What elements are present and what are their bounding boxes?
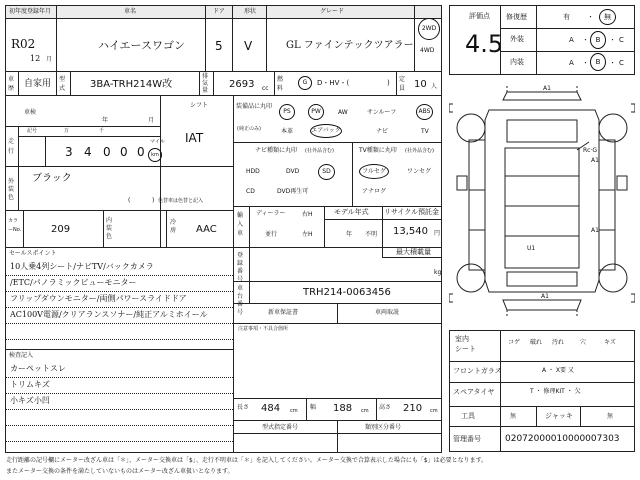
equip-sunroof: サンルーフ <box>367 109 397 116</box>
color-value: ブラック <box>32 173 72 184</box>
repair-opt-yes: 有 <box>563 13 570 21</box>
selling-point-line-1: 10人乗4列シート/ナビTV/バックカメラ <box>10 262 154 271</box>
ac-value: AAC <box>196 224 217 235</box>
navi-dvd: DVD <box>286 168 300 175</box>
diagram-mark-rear: U1 <box>527 245 536 252</box>
model-year-unknown: 不明 <box>365 231 378 238</box>
drive-2wd-circled: 2WD <box>418 18 440 40</box>
navi-type-note: (社外品含む) <box>305 148 334 154</box>
ac-label: 冷房 <box>170 219 177 234</box>
length-label: 長さ <box>237 404 250 411</box>
equip-abs-circled: ABS <box>416 104 433 120</box>
footer-note-2: またメーター交換の条件を満たしていないものはメーター改ざん車扱いとなります。 <box>6 468 234 475</box>
cc-unit: cc <box>262 85 269 92</box>
mileage-sen-label: 千 <box>99 128 105 134</box>
color-paren-open: ( <box>128 197 131 204</box>
width-value: 188 <box>333 403 353 414</box>
length-value: 484 <box>261 403 281 414</box>
ext-grade-sep2: ・ <box>609 36 616 44</box>
spare-tire-value: T ・ 修理KIT ・ 欠 <box>530 388 581 395</box>
door-label: ドア <box>213 8 225 15</box>
selling-point-line-4: AC100V電源/クリアランスソナー/純正アルミホイール <box>10 310 208 319</box>
car-name: ハイエースワゴン <box>98 39 186 52</box>
equipment-label: 装備品に丸印 <box>236 103 273 110</box>
diagram-mark-panel: Rc·G <box>583 147 598 154</box>
seat-label-1: 室内 <box>455 335 469 343</box>
manage-no-label: 管理番号 <box>453 435 481 443</box>
drive-4wd: 4WD <box>420 47 435 54</box>
selling-point-line-2: /ETC/パノラミックビューモニター <box>10 278 137 287</box>
body-outline <box>485 110 599 292</box>
front-roof-outline <box>503 92 581 100</box>
equip-pw-circled: PW <box>308 104 324 120</box>
repair-opt-sep: ・ <box>587 13 594 21</box>
inspector-line-1: カーペットスレ <box>10 364 66 373</box>
recycle-label: リサイクル預託金 <box>384 208 440 216</box>
equip-ps-circled: PS <box>279 104 295 120</box>
diagram-mark-side-right-2: A1 <box>591 227 599 234</box>
repair-none-circled: 無 <box>599 9 616 25</box>
interior-color-label: 内装色 <box>106 217 113 240</box>
int-grade-sep1: ・ <box>582 59 589 67</box>
recycle-yen: 円 <box>434 230 441 237</box>
displacement-label: 排気量 <box>202 73 209 94</box>
seat-item-stain: 汚れ <box>552 339 565 346</box>
import-dealer: ディーラー <box>256 210 286 217</box>
doors: 5 <box>215 39 223 53</box>
shape-label: 形状 <box>244 8 257 15</box>
capacity-unit: 人 <box>431 83 438 90</box>
import-label: 輸入車 <box>237 212 244 237</box>
int-grade-c: C <box>619 59 624 67</box>
width-unit: cm <box>361 408 369 414</box>
windshield-value: A ・ X要 又 <box>542 367 574 374</box>
windshield-label: フロントガラス <box>453 367 502 375</box>
first-reg-month: 12 <box>30 54 41 63</box>
mileage-digit-4: 0 <box>120 145 128 159</box>
height-label: 高さ <box>379 404 392 411</box>
mileage-digit-1: 3 <box>65 145 73 159</box>
inspection-month-unit: 月 <box>148 117 155 124</box>
tv-type-note: (社外品含む) <box>405 148 434 154</box>
max-load-label: 最大積載量 <box>396 248 431 256</box>
grade: GL ファインテックツアラー <box>286 40 414 51</box>
color-label: 外装色 <box>8 178 15 201</box>
width-label: 幅 <box>310 404 317 411</box>
ext-grade-sep1: ・ <box>582 36 589 44</box>
car-name-label: 車名 <box>124 8 137 15</box>
exterior-label: 外装 <box>510 35 524 43</box>
capacity-label: 定員 <box>399 76 406 92</box>
footer-note-1: 走行距離の記号欄にメーター改ざん車は「＊」、メーター交換車は「$」、走行不明車は「＊」を記入してください。メーター交換で合算表示した場合にも「$」は必要となります。 <box>6 457 488 464</box>
color-note: 色替車は色替と記入 <box>158 198 204 204</box>
chassis-label: 車台番号 <box>237 285 244 316</box>
tools-value: 無 <box>510 413 517 420</box>
seat-item-burn: コゲ <box>508 339 521 346</box>
ext-grade-a: A <box>569 36 574 44</box>
model-label: 型式 <box>59 76 66 92</box>
left-side-outline <box>469 140 485 270</box>
navi-hdd: HDD <box>246 168 260 175</box>
wheel-front-left <box>457 114 485 142</box>
type-designation-label: 型式指定番号 <box>262 424 299 431</box>
import-left: 左H <box>302 231 313 238</box>
color-no-value: 209 <box>51 224 71 235</box>
shift: IAT <box>185 131 204 145</box>
equip-aw: AW <box>338 109 348 116</box>
seat-item-scratch: キズ <box>604 339 616 346</box>
equipment-sub-label: (純正のみ) <box>237 126 261 132</box>
rear-gate-outline <box>507 272 577 286</box>
registration-label: 登録番号 <box>237 252 244 283</box>
tools-label: 工具 <box>461 412 475 420</box>
mileage-man-label: 万 <box>64 128 70 134</box>
repair-label: 修復歴 <box>506 13 527 21</box>
diagram-mark-side-right: A1 <box>591 157 599 164</box>
jack-label: ジャッキ <box>545 412 573 420</box>
height-value: 210 <box>403 403 423 414</box>
model-year-label: モデル年式 <box>334 208 369 216</box>
first-reg-era: R02 <box>11 37 36 51</box>
wheel-rear-left <box>457 264 485 292</box>
rear-bumper-outline <box>503 300 581 310</box>
diagram-mark-front: A1 <box>543 85 551 92</box>
tv-oneseg: ワンセグ <box>407 168 432 175</box>
fuel-options: D・HV・( <box>317 79 350 87</box>
model-year-unit: 年 <box>346 231 353 238</box>
mileage-digit-2: 4 <box>84 145 92 159</box>
fuel-gasoline-circled: G <box>298 76 312 90</box>
int-grade-a: A <box>569 59 574 67</box>
category: 自家用 <box>24 79 52 89</box>
score-value: 4.5 <box>465 30 504 58</box>
mileage-memo-label: 記号 <box>27 128 38 134</box>
int-grade-sep2: ・ <box>609 59 616 67</box>
ext-grade-c: C <box>619 36 624 44</box>
navi-type-label: ナビ種類に丸印 <box>255 147 298 154</box>
roof-outline <box>505 148 579 268</box>
equip-airbag-circled: エアバック <box>310 124 342 138</box>
inspector-label: 検査記入 <box>9 352 34 359</box>
inspector-line-3: 小キズ小凹 <box>10 396 50 405</box>
spare-tire-label: スペアタイヤ <box>453 388 495 396</box>
selling-points-label: セールスポイント <box>9 250 57 257</box>
fuel-close: ) <box>387 79 390 87</box>
month-unit: 月 <box>46 56 53 63</box>
mileage-unit-mile: マイル <box>150 139 165 145</box>
warranty-doc: 新車保証書 <box>268 309 299 316</box>
mileage-digit-3: 0 <box>103 145 111 159</box>
navi-cd: CD <box>246 188 255 195</box>
fuel-label: 燃料 <box>277 76 284 92</box>
length-unit: cm <box>290 408 298 414</box>
color-paren-close: ) <box>152 197 155 204</box>
interior-grade-label: 内装 <box>510 58 524 66</box>
mileage-label: 走行 <box>8 138 15 155</box>
inspection-label: 車検 <box>24 109 37 116</box>
right-side-outline <box>599 140 615 270</box>
seat-item-hole: 穴 <box>580 339 587 346</box>
category-label: 車歴 <box>8 76 15 92</box>
equip-leather: 本革 <box>281 128 294 135</box>
ext-grade-b-circled: B <box>590 31 606 49</box>
displacement: 2693 <box>229 79 255 90</box>
hood-outline <box>507 120 577 142</box>
score-label: 評価点 <box>469 12 490 20</box>
tv-fullseg-circled: フルセグ <box>359 164 389 179</box>
jack-value: 無 <box>607 413 614 420</box>
class-number-label: 類別区分番号 <box>365 424 402 431</box>
int-grade-b-circled: B <box>590 53 606 71</box>
max-load-kg: kg <box>434 269 442 276</box>
shift-label: シフト <box>190 102 209 109</box>
grade-label: グレード <box>320 8 345 15</box>
seat-item-tear: 破れ <box>530 339 543 346</box>
tv-type-label: TV種類に丸印 <box>359 147 397 154</box>
wheel-rear-right <box>599 264 627 292</box>
vehicle-damage-diagram <box>449 80 635 325</box>
inspection-year-unit: 年 <box>102 117 109 124</box>
notes-label: 注意事項・不具合箇所 <box>238 326 289 332</box>
inspector-line-2: トリムキズ <box>10 380 50 389</box>
shape: V <box>244 39 253 53</box>
height-unit: cm <box>430 408 438 414</box>
manual-doc: 車両取説 <box>375 309 400 316</box>
recycle-value: 13,540 <box>393 226 428 237</box>
first-reg-label: 初年度登録年月 <box>9 8 52 15</box>
equip-navi: ナビ <box>376 128 389 135</box>
import-parallel: 並行 <box>265 231 278 238</box>
equip-tv: TV <box>421 128 429 135</box>
mileage-unit-km-circled: km <box>148 148 162 162</box>
navi-dvd-play: DVD再生可 <box>277 188 309 195</box>
wheel-front-right <box>599 114 627 142</box>
navi-sd-circled: SD <box>318 164 335 180</box>
color-no-label: カラーNo. <box>8 218 22 233</box>
manage-no-value: 02072000010000007303 <box>505 434 620 444</box>
tv-analog: アナログ <box>362 188 387 195</box>
seat-label-2: シート <box>455 345 476 353</box>
selling-point-line-3: フリップダウンモニター/両側パワースライドドア <box>10 294 187 303</box>
import-right: 右H <box>302 211 313 218</box>
model: 3BA-TRH214W改 <box>90 79 173 90</box>
capacity: 10 <box>414 79 427 90</box>
chassis-value: TRH214-0063456 <box>303 287 391 298</box>
diagram-mark-rear-2: A1 <box>541 293 549 300</box>
mileage-digit-5: 0 <box>137 145 145 159</box>
